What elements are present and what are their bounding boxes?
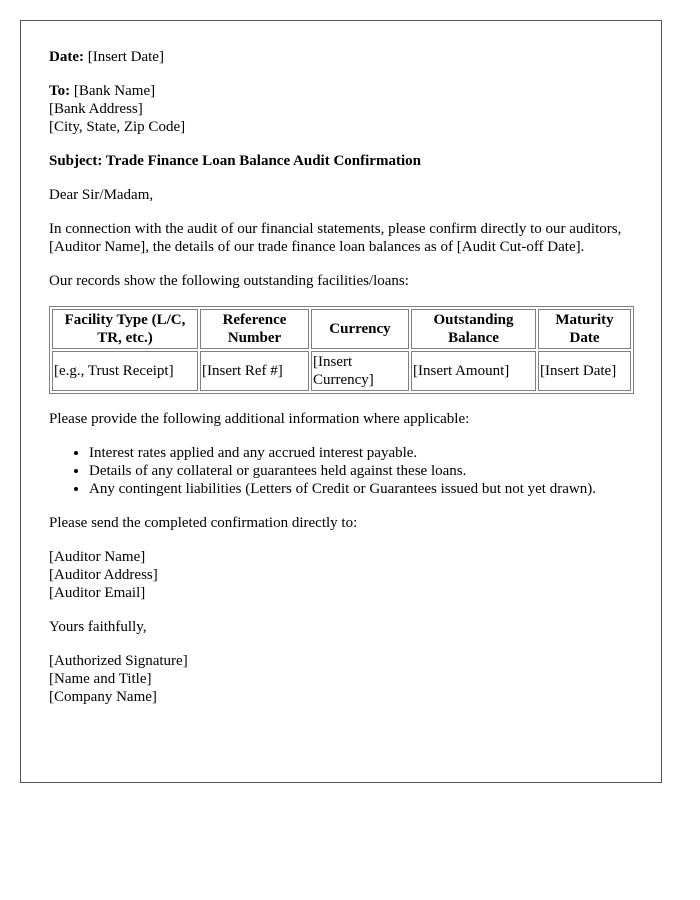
list-item: • Details of any collateral or guarantees held against these loans. — [89, 462, 632, 480]
list-item: • Any contingent liabilities (Letters of Credit or Guarantees issued but not yet drawn). — [89, 480, 632, 498]
recipient-block: To: [Bank Name] [Bank Address] [City, State, Zip Code] — [49, 83, 186, 135]
letter — [20, 20, 662, 783]
list-item: • Interest rates applied and any accrued interest payable. — [89, 444, 632, 462]
cell-facility-type: [e.g., Trust Receipt] — [52, 351, 198, 391]
intro-paragraph: In connection with the audit of our financial statements, please confirm directly to our auditors, [Auditor Name], the details of our trade finance loan balances as of [Audit Cut-off Date]. — [49, 221, 622, 255]
date-line: Date: [Insert Date] — [49, 49, 164, 65]
header-outstanding-balance: Outstanding Balance — [411, 309, 536, 349]
subject-line: Subject: Trade Finance Loan Balance Audit Confirmation — [49, 153, 421, 169]
cell-currency: [Insert Currency] — [311, 351, 409, 391]
header-currency: Currency — [311, 309, 409, 349]
info-list — [49, 444, 632, 498]
header-reference-number: Reference Number — [200, 309, 309, 349]
cell-maturity-date: [Insert Date] — [538, 351, 631, 391]
send-intro: Please send the completed confirmation directly to: — [49, 515, 358, 531]
closing: Yours faithfully, — [49, 619, 147, 635]
records-intro: Our records show the following outstanding facilities/loans: — [49, 273, 409, 289]
table-row — [52, 351, 631, 391]
header-facility-type: Facility Type (L/C, TR, etc.) — [52, 309, 198, 349]
signature-block: [Authorized Signature] [Name and Title] [Company Name] — [49, 653, 188, 705]
cell-reference-number: [Insert Ref #] — [200, 351, 309, 391]
header-maturity-date: Maturity Date — [538, 309, 631, 349]
table-header-row — [52, 309, 631, 349]
facilities-table — [49, 306, 634, 394]
cell-outstanding-balance: [Insert Amount] — [411, 351, 536, 391]
salutation: Dear Sir/Madam, — [49, 187, 154, 203]
auditor-block: [Auditor Name] [Auditor Address] [Auditor Email] — [49, 549, 158, 601]
additional-intro: Please provide the following additional information where applicable: — [49, 411, 470, 427]
